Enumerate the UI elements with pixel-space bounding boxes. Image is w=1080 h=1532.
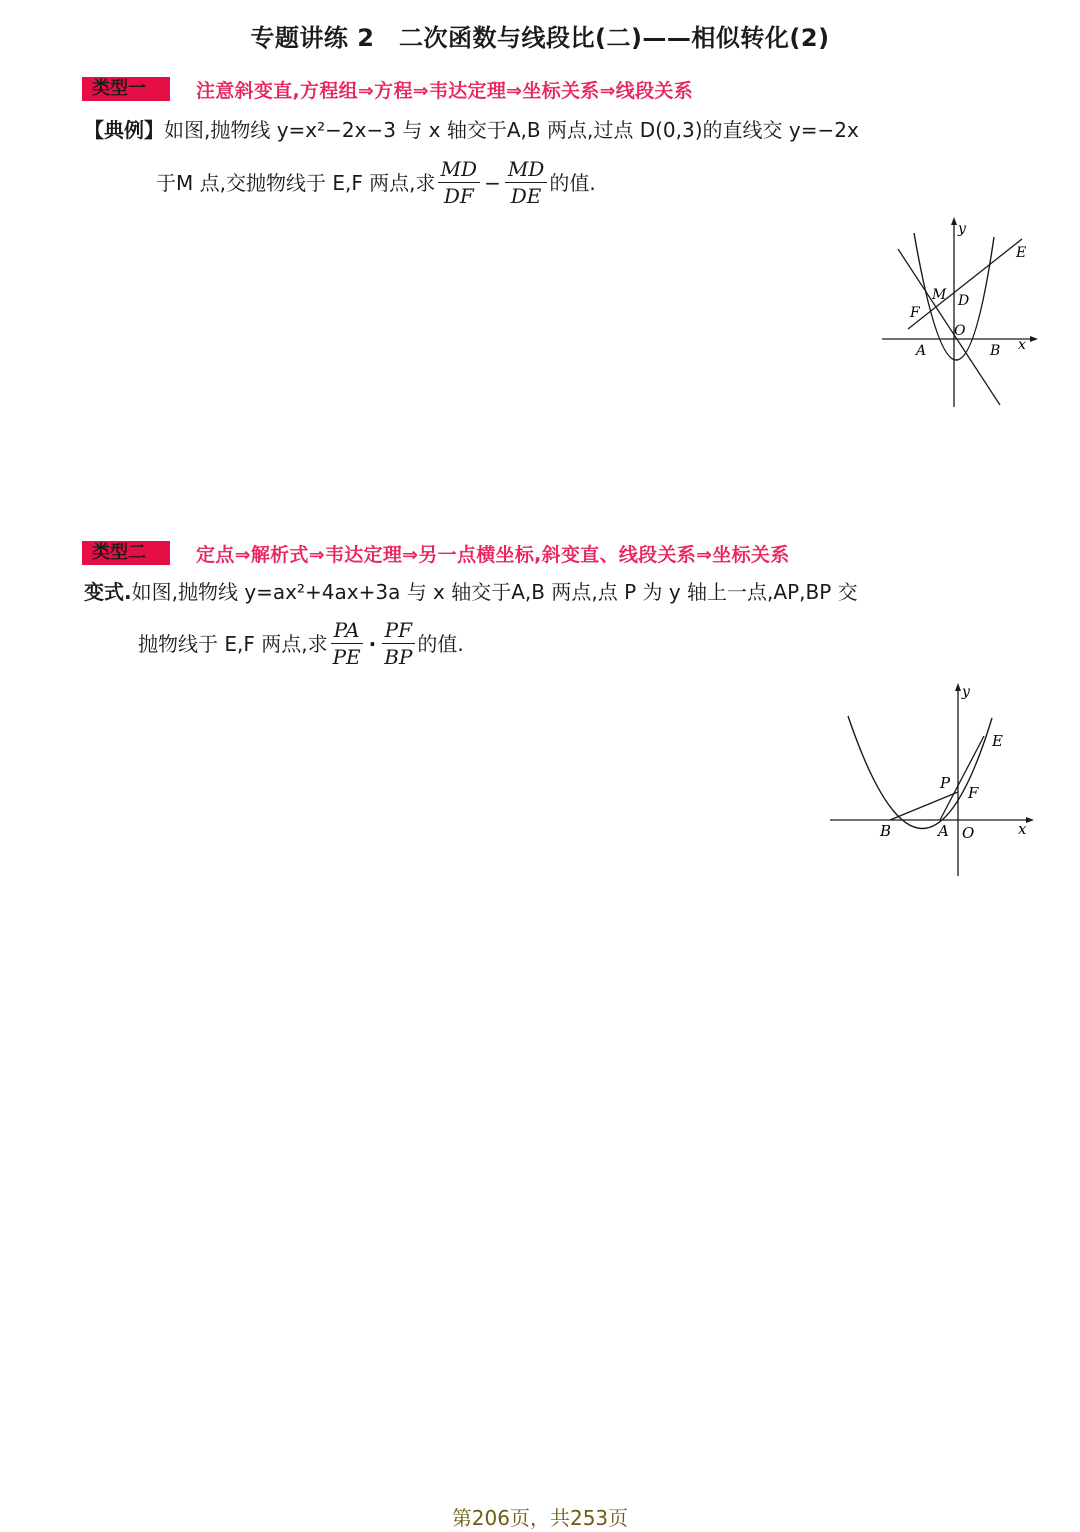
fraction-pf-bp	[381, 617, 415, 670]
label-f: F	[968, 784, 979, 802]
fraction-numerator: MD	[505, 156, 548, 183]
fraction-denominator: BP	[384, 645, 413, 669]
label-p: P	[940, 774, 951, 792]
variant-text-3: 的值.	[417, 631, 464, 656]
example-line-1	[84, 115, 859, 145]
fraction-denominator: DE	[510, 184, 542, 208]
type-two-header	[82, 540, 790, 566]
fraction-denominator: DF	[443, 184, 474, 208]
y-axis-arrow	[951, 217, 957, 225]
type-one-header	[82, 76, 693, 102]
label-e: E	[1016, 245, 1027, 261]
example-text-2: 于M 点,交抛物线于 E,F 两点,求	[156, 170, 436, 195]
label-m: M	[932, 287, 947, 303]
operator: ·	[368, 631, 377, 656]
fraction-pa-pe	[330, 617, 364, 670]
fraction-numerator: MD	[438, 156, 481, 183]
y-axis-arrow	[955, 683, 961, 691]
example-figure	[870, 215, 1040, 410]
variant-line-2	[138, 617, 464, 670]
type-two-description: 定点⇒解析式⇒韦达定理⇒另一点横坐标,斜变直、线段关系⇒坐标关系	[196, 543, 790, 566]
example-tag: 【典例】	[84, 118, 164, 142]
example-text-3: 的值.	[549, 170, 596, 195]
x-axis-arrow	[1026, 817, 1034, 823]
example-line-2	[156, 156, 596, 209]
label-y: y	[962, 684, 970, 700]
x-axis-arrow	[1030, 336, 1038, 342]
label-d: D	[958, 293, 970, 309]
label-e: E	[992, 732, 1003, 750]
fraction-numerator: PA	[331, 617, 363, 644]
label-x: x	[1018, 337, 1026, 353]
label-b: B	[990, 343, 1001, 359]
variant-text-1: 如图,抛物线 y=ax²+4ax+3a 与 x 轴交于A,B 两点,点 P 为 y 轴上一点,AP,BP 交	[131, 580, 858, 604]
label-x: x	[1018, 820, 1027, 838]
label-y: y	[958, 221, 966, 237]
fraction-md-df	[438, 156, 481, 209]
parabola	[848, 716, 992, 829]
type-one-description: 注意斜变直,方程组⇒方程⇒韦达定理⇒坐标关系⇒线段关系	[196, 79, 693, 102]
fraction-denominator: PE	[332, 645, 361, 669]
page-footer: 第206页，共253页	[451, 1506, 629, 1530]
variant-text-2: 抛物线于 E,F 两点,求	[138, 631, 328, 656]
label-o: O	[962, 824, 975, 842]
variant-line-1	[84, 577, 858, 607]
operator: −	[484, 170, 501, 195]
label-o: O	[954, 323, 966, 339]
label-f: F	[910, 305, 920, 321]
line-y-neg2x	[898, 249, 1000, 405]
example-text-1: 如图,抛物线 y=x²−2x−3 与 x 轴交于A,B 两点,过点 D(0,3)的直线交 y=−2x	[164, 118, 859, 142]
label-a: A	[916, 343, 927, 359]
label-a: A	[938, 822, 949, 840]
page-title: 专题讲练 2 二次函数与线段比(二)——相似转化(2)	[250, 24, 830, 52]
type-two-badge: 类型二	[82, 541, 170, 565]
fraction-numerator: PF	[382, 617, 415, 644]
variant-tag: 变式.	[84, 580, 132, 604]
line-through-d	[908, 239, 1022, 329]
variant-figure	[826, 680, 1036, 880]
label-b: B	[880, 822, 892, 840]
fraction-md-de	[505, 156, 548, 209]
type-one-badge: 类型一	[82, 77, 170, 101]
